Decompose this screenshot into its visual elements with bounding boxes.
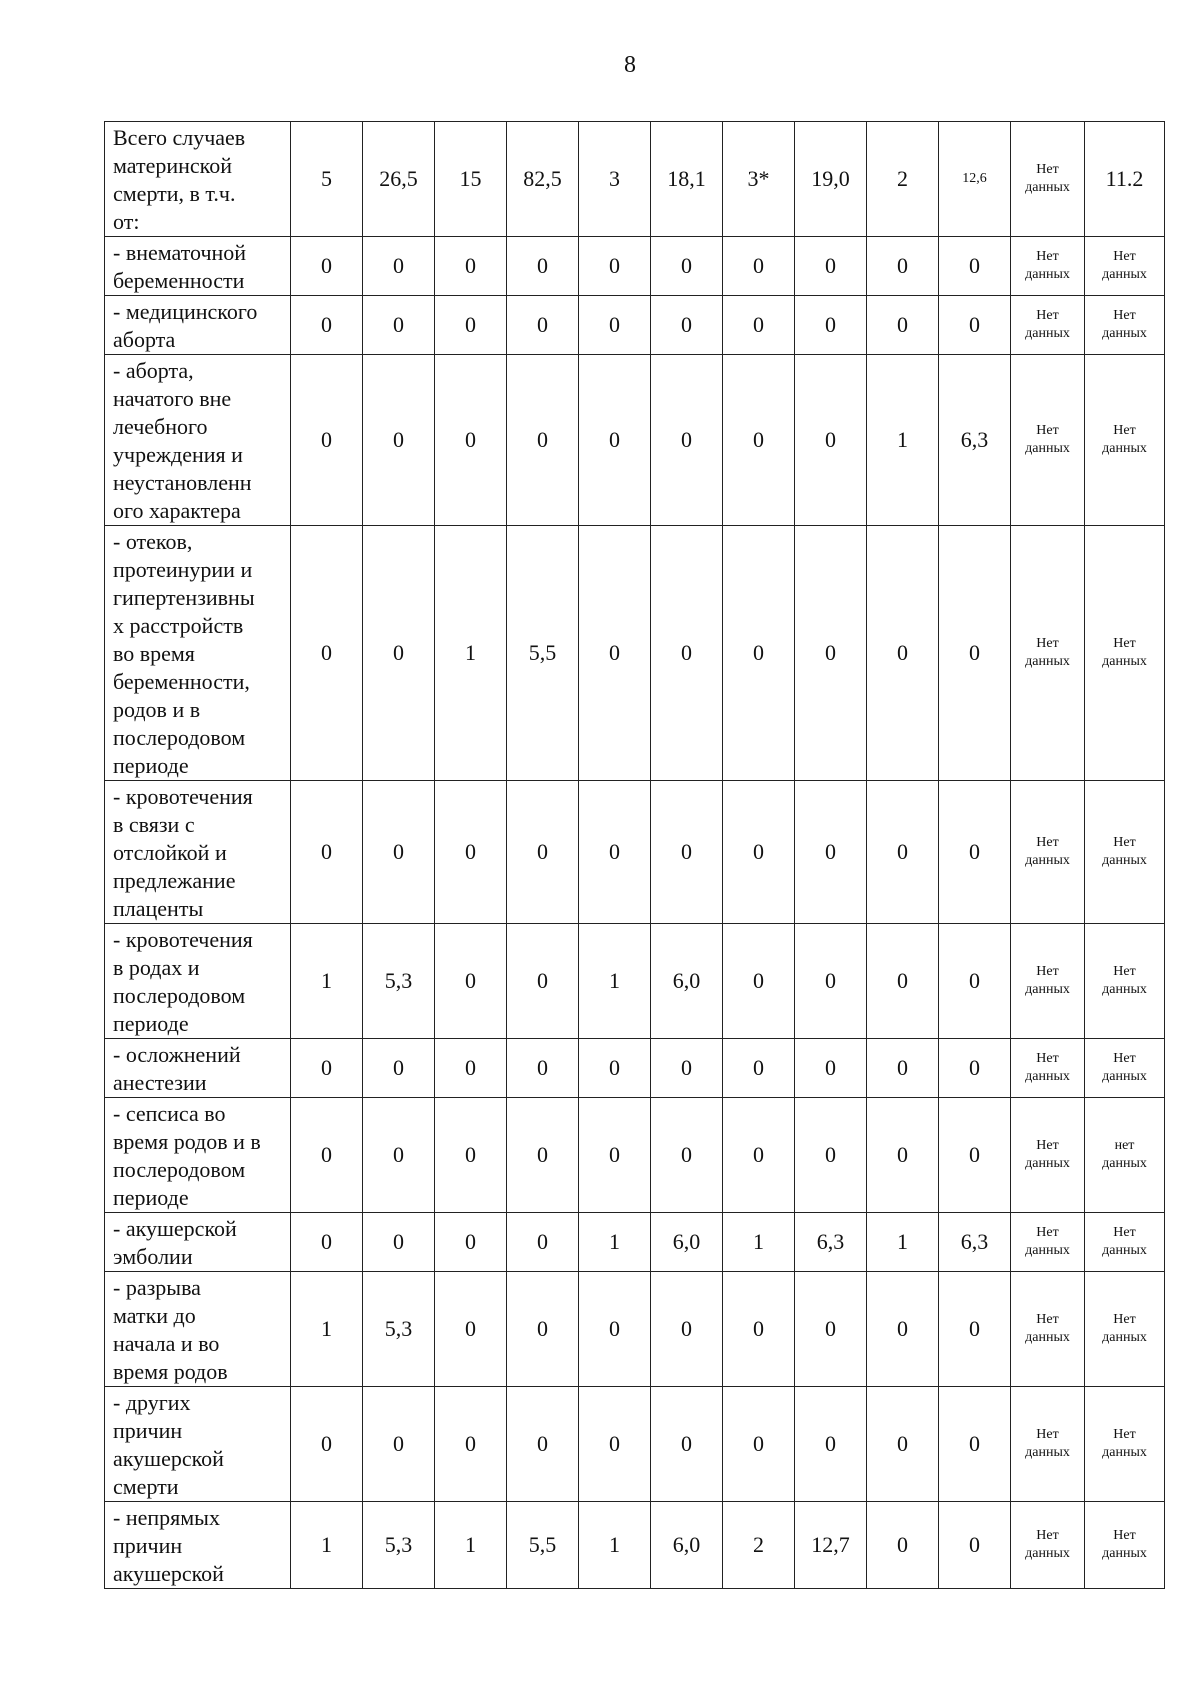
nodata-cell: Нет данных — [1085, 1502, 1165, 1589]
value-cell: 0 — [651, 1387, 723, 1502]
value-cell: 0 — [723, 1039, 795, 1098]
value-cell: 12,7 — [795, 1502, 867, 1589]
value-cell: 0 — [291, 1213, 363, 1272]
nodata-cell: Нет данных — [1011, 1213, 1085, 1272]
value-cell: 0 — [867, 924, 939, 1039]
table-row — [105, 296, 1165, 355]
value-cell: 0 — [867, 1039, 939, 1098]
value-cell: 0 — [363, 781, 435, 924]
value-cell: 0 — [939, 526, 1011, 781]
value-cell: 0 — [651, 237, 723, 296]
nodata-cell: Нет данных — [1085, 355, 1165, 526]
row-label: - аборта, начатого вне лечебного учреждения и неустановленн ого характера — [105, 355, 291, 526]
table-row — [105, 1272, 1165, 1387]
nodata-cell: Нет данных — [1085, 1387, 1165, 1502]
value-cell: 0 — [291, 355, 363, 526]
value-cell: 0 — [651, 296, 723, 355]
value-cell: 0 — [435, 1387, 507, 1502]
value-cell: 6,3 — [795, 1213, 867, 1272]
nodata-cell: Нет данных — [1085, 526, 1165, 781]
value-cell: 0 — [867, 1098, 939, 1213]
value-cell: 1 — [291, 1272, 363, 1387]
row-label: - разрыва матки до начала и во время родов — [105, 1272, 291, 1387]
value-cell: 0 — [291, 296, 363, 355]
value-cell: 0 — [579, 1387, 651, 1502]
value-cell: 0 — [795, 355, 867, 526]
nodata-cell: Нет данных — [1085, 1272, 1165, 1387]
value-cell: 3 — [579, 122, 651, 237]
value-cell: 0 — [507, 355, 579, 526]
value-cell: 0 — [579, 781, 651, 924]
nodata-cell: Нет данных — [1085, 924, 1165, 1039]
nodata-cell: Нет данных — [1011, 1502, 1085, 1589]
value-cell: 2 — [867, 122, 939, 237]
value-cell: 0 — [435, 1098, 507, 1213]
value-cell: 5,3 — [363, 924, 435, 1039]
row-label: - сепсиса во время родов и в послеродовом периоде — [105, 1098, 291, 1213]
value-cell: 0 — [363, 1039, 435, 1098]
value-cell: 0 — [507, 237, 579, 296]
value-cell: 0 — [363, 237, 435, 296]
table-row — [105, 924, 1165, 1039]
value-cell: 0 — [507, 1039, 579, 1098]
table-row — [105, 1387, 1165, 1502]
table-row — [105, 781, 1165, 924]
value-cell: 1 — [291, 1502, 363, 1589]
value-cell: 0 — [507, 924, 579, 1039]
value-cell: 0 — [435, 355, 507, 526]
nodata-cell: Нет данных — [1011, 1039, 1085, 1098]
value-cell: 0 — [579, 296, 651, 355]
value-cell: 5,5 — [507, 1502, 579, 1589]
value-cell: 0 — [363, 1098, 435, 1213]
value-cell: 6,0 — [651, 924, 723, 1039]
value-cell: 0 — [507, 781, 579, 924]
value-cell: 0 — [939, 1272, 1011, 1387]
value-cell: 0 — [651, 526, 723, 781]
value-cell: 0 — [867, 237, 939, 296]
value-cell: 0 — [651, 1039, 723, 1098]
row-label: - медицинского аборта — [105, 296, 291, 355]
value-cell: 19,0 — [795, 122, 867, 237]
value-cell: 0 — [363, 1387, 435, 1502]
value-cell: 0 — [651, 781, 723, 924]
value-cell: 0 — [795, 1039, 867, 1098]
nodata-cell: Нет данных — [1011, 1387, 1085, 1502]
value-cell: 0 — [291, 1098, 363, 1213]
value-cell: 0 — [651, 355, 723, 526]
value-cell: 0 — [723, 1387, 795, 1502]
value-cell: 0 — [867, 296, 939, 355]
value-cell: 0 — [291, 1039, 363, 1098]
value-cell: 0 — [795, 526, 867, 781]
nodata-cell: Нет данных — [1011, 924, 1085, 1039]
row-label: - непрямых причин акушерской — [105, 1502, 291, 1589]
table-row — [105, 1502, 1165, 1589]
value-cell: 1 — [291, 924, 363, 1039]
value-cell: 0 — [795, 237, 867, 296]
value-cell: 0 — [939, 237, 1011, 296]
nodata-cell: 11.2 — [1085, 122, 1165, 237]
nodata-cell: Нет данных — [1011, 526, 1085, 781]
value-cell: 0 — [651, 1098, 723, 1213]
value-cell: 0 — [795, 781, 867, 924]
value-cell: 0 — [435, 1213, 507, 1272]
value-cell: 0 — [939, 1387, 1011, 1502]
value-cell: 0 — [291, 1387, 363, 1502]
value-cell: 18,1 — [651, 122, 723, 237]
value-cell: 0 — [867, 1272, 939, 1387]
nodata-cell: Нет данных — [1085, 237, 1165, 296]
nodata-cell: Нет данных — [1085, 296, 1165, 355]
value-cell: 0 — [723, 1098, 795, 1213]
value-cell: 0 — [579, 526, 651, 781]
value-cell: 1 — [867, 1213, 939, 1272]
value-cell: 0 — [723, 526, 795, 781]
value-cell: 6,0 — [651, 1502, 723, 1589]
value-cell: 0 — [867, 1387, 939, 1502]
value-cell: 0 — [507, 1387, 579, 1502]
nodata-cell: Нет данных — [1011, 237, 1085, 296]
value-cell: 1 — [579, 1213, 651, 1272]
nodata-cell: Нет данных — [1085, 1039, 1165, 1098]
row-label: - кровотечения в связи с отслойкой и предлежание плаценты — [105, 781, 291, 924]
nodata-cell: Нет данных — [1011, 1098, 1085, 1213]
row-label: - кровотечения в родах и послеродовом периоде — [105, 924, 291, 1039]
value-cell: 0 — [507, 296, 579, 355]
value-cell: 0 — [795, 1098, 867, 1213]
value-cell: 0 — [507, 1098, 579, 1213]
nodata-cell: нет данных — [1085, 1098, 1165, 1213]
value-cell: 0 — [939, 1502, 1011, 1589]
value-cell: 0 — [579, 1039, 651, 1098]
value-cell: 1 — [579, 924, 651, 1039]
row-label: - осложнений анестезии — [105, 1039, 291, 1098]
value-cell: 0 — [795, 1387, 867, 1502]
value-cell: 0 — [939, 1039, 1011, 1098]
value-cell: 0 — [291, 781, 363, 924]
value-cell: 0 — [579, 1272, 651, 1387]
value-cell: 0 — [579, 355, 651, 526]
nodata-cell: Нет данных — [1011, 1272, 1085, 1387]
row-label: - отеков, протеинурии и гипертензивны х расстройств во время беременности, родов и в послеродовом периоде — [105, 526, 291, 781]
value-cell: 0 — [579, 1098, 651, 1213]
nodata-cell: Нет данных — [1085, 1213, 1165, 1272]
nodata-cell: Нет данных — [1085, 781, 1165, 924]
value-cell: 0 — [363, 1213, 435, 1272]
nodata-cell: Нет данных — [1011, 781, 1085, 924]
row-label: - внематочной беременности — [105, 237, 291, 296]
value-cell: 0 — [795, 924, 867, 1039]
value-cell: 0 — [723, 296, 795, 355]
value-cell: 0 — [867, 1502, 939, 1589]
value-cell: 0 — [579, 237, 651, 296]
table-row — [105, 355, 1165, 526]
table-row — [105, 1213, 1165, 1272]
value-cell: 0 — [435, 924, 507, 1039]
value-cell: 3* — [723, 122, 795, 237]
value-cell: 0 — [291, 237, 363, 296]
nodata-cell: Нет данных — [1011, 355, 1085, 526]
value-cell: 0 — [363, 526, 435, 781]
value-cell: 0 — [435, 237, 507, 296]
nodata-cell: Нет данных — [1011, 122, 1085, 237]
value-cell: 0 — [651, 1272, 723, 1387]
value-cell: 0 — [939, 1098, 1011, 1213]
value-cell: 6,3 — [939, 1213, 1011, 1272]
row-label: - акушерской эмболии — [105, 1213, 291, 1272]
value-cell: 1 — [579, 1502, 651, 1589]
value-cell: 5,3 — [363, 1502, 435, 1589]
value-cell: 5,5 — [507, 526, 579, 781]
value-cell: 0 — [435, 296, 507, 355]
value-cell: 0 — [723, 1272, 795, 1387]
value-cell: 0 — [435, 1272, 507, 1387]
value-cell: 26,5 — [363, 122, 435, 237]
value-cell: 2 — [723, 1502, 795, 1589]
value-cell: 0 — [435, 1039, 507, 1098]
value-cell: 0 — [291, 526, 363, 781]
value-cell: 0 — [363, 355, 435, 526]
value-cell: 82,5 — [507, 122, 579, 237]
nodata-cell: Нет данных — [1011, 296, 1085, 355]
value-cell: 0 — [723, 781, 795, 924]
table-row — [105, 122, 1165, 237]
value-cell: 0 — [867, 781, 939, 924]
table-row — [105, 526, 1165, 781]
value-cell: 6,3 — [939, 355, 1011, 526]
value-cell: 0 — [435, 781, 507, 924]
row-label: - других причин акушерской смерти — [105, 1387, 291, 1502]
value-cell: 0 — [795, 296, 867, 355]
value-cell: 0 — [939, 924, 1011, 1039]
table-row — [105, 1039, 1165, 1098]
value-cell: 12,6 — [939, 122, 1011, 237]
value-cell: 5,3 — [363, 1272, 435, 1387]
value-cell: 0 — [507, 1213, 579, 1272]
value-cell: 1 — [867, 355, 939, 526]
table-row — [105, 237, 1165, 296]
value-cell: 0 — [723, 355, 795, 526]
value-cell: 6,0 — [651, 1213, 723, 1272]
value-cell: 0 — [939, 296, 1011, 355]
value-cell: 0 — [723, 237, 795, 296]
value-cell: 5 — [291, 122, 363, 237]
row-label: Всего случаев материнской смерти, в т.ч. от: — [105, 122, 291, 237]
value-cell: 1 — [435, 1502, 507, 1589]
value-cell: 0 — [507, 1272, 579, 1387]
value-cell: 0 — [795, 1272, 867, 1387]
value-cell: 1 — [435, 526, 507, 781]
maternal-mortality-table — [104, 121, 1165, 1589]
page-number: 8 — [624, 52, 636, 78]
value-cell: 1 — [723, 1213, 795, 1272]
table-row — [105, 1098, 1165, 1213]
value-cell: 0 — [939, 781, 1011, 924]
value-cell: 0 — [363, 296, 435, 355]
value-cell: 15 — [435, 122, 507, 237]
value-cell: 0 — [867, 526, 939, 781]
value-cell: 0 — [723, 924, 795, 1039]
